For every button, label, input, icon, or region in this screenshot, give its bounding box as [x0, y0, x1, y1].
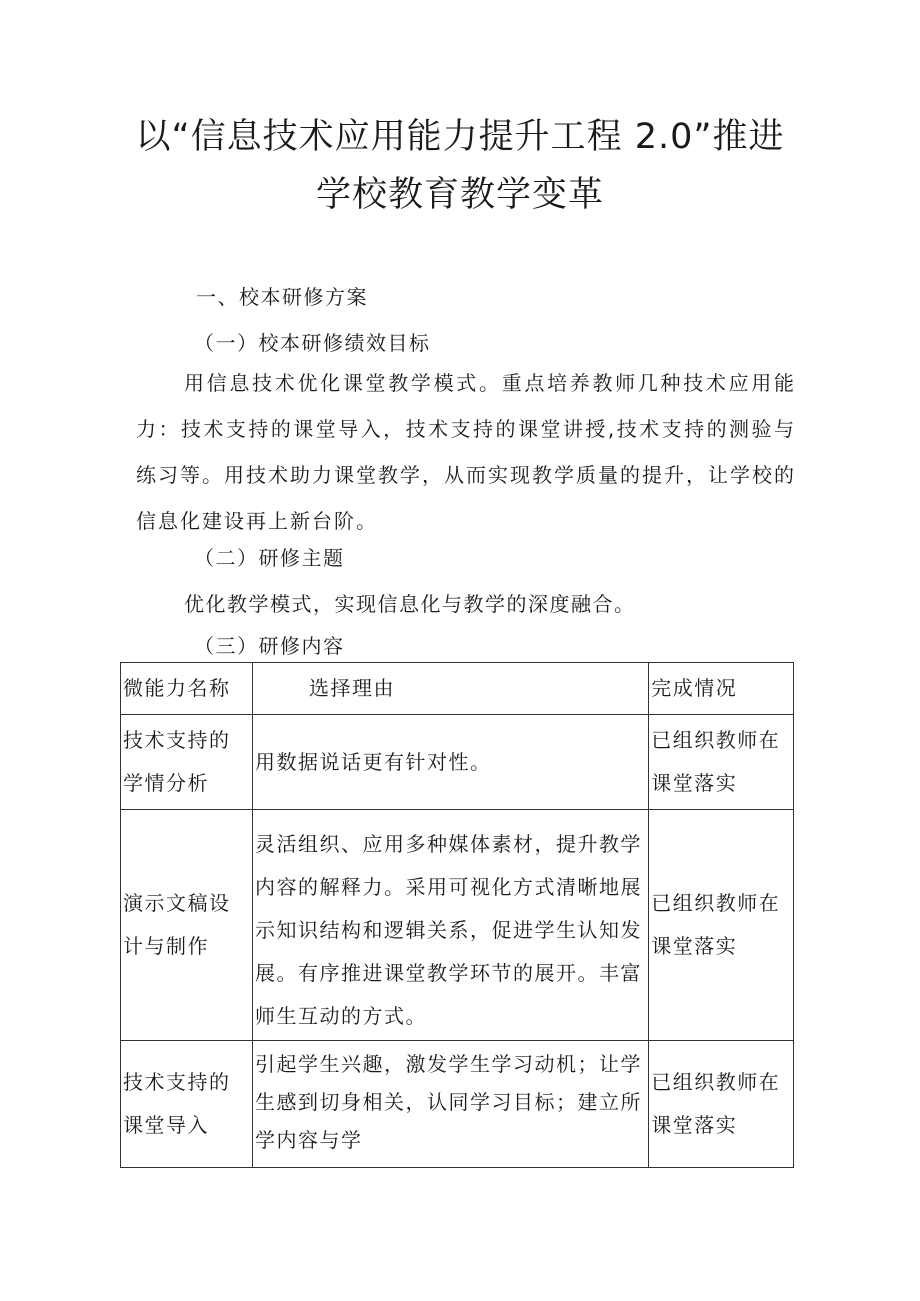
- paragraph-theme: 优化教学模式，实现信息化与教学的深度融合。: [184, 592, 636, 616]
- table-cell-name: 演示文稿设计与制作: [121, 810, 253, 1041]
- table-header-reason: 选择理由: [253, 663, 649, 715]
- table-header-row: [121, 663, 794, 715]
- table-cell-name: 技术支持的课堂导入: [121, 1041, 253, 1168]
- table-cell-status: 已组织教师在课堂落实: [649, 715, 794, 810]
- table-row: [121, 810, 794, 1041]
- table-cell-reason: 灵活组织、应用多种媒体素材，提升教学内容的解释力。采用可视化方式清晰地展示知识结构和逻辑关系，促进学生认知发展。有序推进课堂教学环节的展开。丰富师生互动的方式。: [253, 810, 649, 1041]
- paragraph-goals: 用信息技术优化课堂教学模式。重点培养教师几种技术应用能力：技术支持的课堂导入，技术支持的课堂讲授,技术支持的测验与练习等。用技术助力课堂教学，从而实现教学质量的提升，让学校的信息化建设再上新台阶。: [136, 371, 796, 533]
- document-title-line-2: 学校教育教学变革: [315, 175, 604, 215]
- subsection-heading-theme: （二）研修主题: [194, 546, 345, 570]
- table-cell-reason: 用数据说话更有针对性。: [253, 715, 649, 810]
- table-row: [121, 1041, 794, 1168]
- table-cell-name: 技术支持的学情分析: [121, 715, 253, 810]
- table-header-name: 微能力名称: [121, 663, 253, 715]
- subsection-heading-goals: （一）校本研修绩效目标: [194, 331, 431, 355]
- subsection-heading-content: （三）研修内容: [194, 634, 345, 658]
- content-table: [120, 662, 794, 1168]
- table-cell-status: 已组织教师在课堂落实: [649, 810, 794, 1041]
- document-title-line-1: 以“信息技术应用能力提升工程 2.0”推进: [135, 117, 785, 157]
- table-cell-reason: 引起学生兴趣，激发学生学习动机；让学生感到切身相关，认同学习目标；建立所学内容与学: [253, 1041, 649, 1168]
- table-header-status: 完成情况: [649, 663, 794, 715]
- table-cell-status: 已组织教师在课堂落实: [649, 1041, 794, 1168]
- section-heading: 一、校本研修方案: [196, 285, 368, 309]
- table-row: [121, 715, 794, 810]
